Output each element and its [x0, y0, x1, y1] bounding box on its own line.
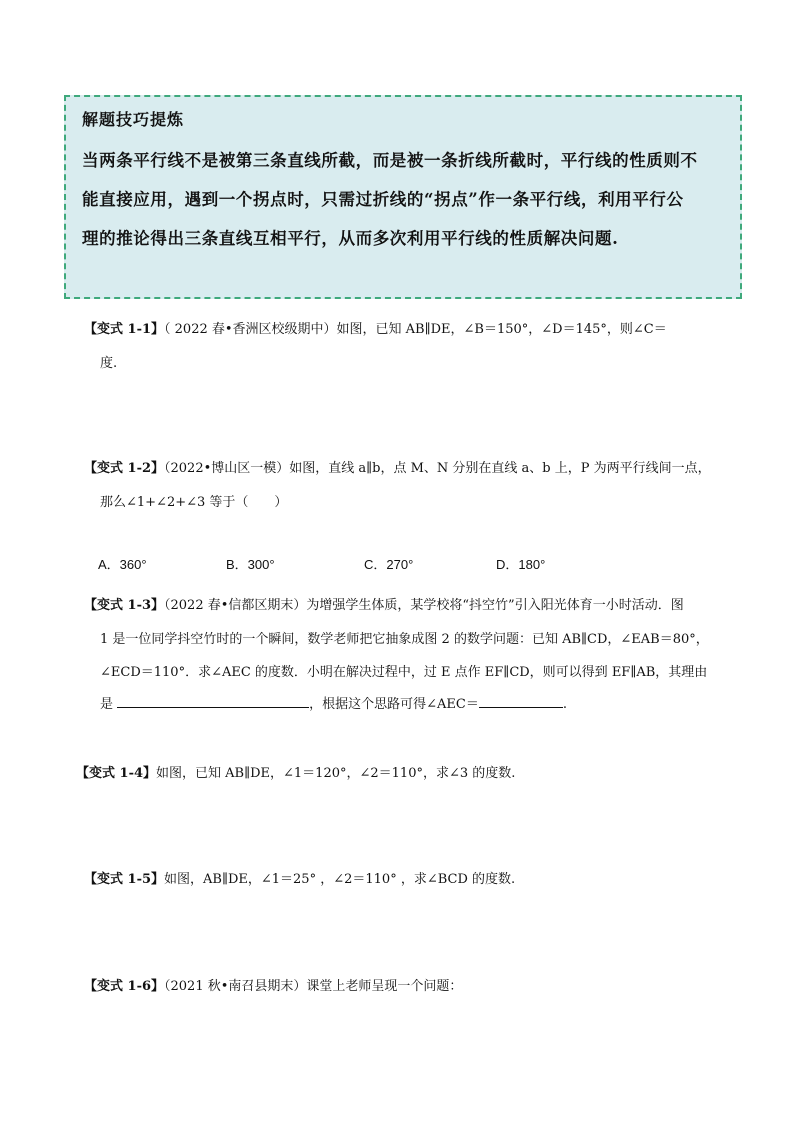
- question-1-2-line-1: [84, 457, 711, 476]
- question-tag: 【变式 1-1】: [84, 322, 165, 337]
- answer-blank-angle[interactable]: [479, 695, 563, 708]
- question-1-5: [84, 868, 515, 887]
- question-text: （2022•博山区一模）如图，直线 a∥b，点 M、N 分别在直线 a、b 上，P 为两平行线间一点，: [164, 461, 711, 476]
- option-a: A．360°: [98, 557, 147, 572]
- question-1-1-line-2: 度.: [100, 356, 118, 371]
- question-1-3-line-2: 1 是一位同学抖空竹时的一个瞬间，数学老师把它抽象成图 2 的数学问题：已知 AB∥CD，∠EAB＝80°，: [100, 632, 709, 647]
- question-tag: 【变式 1-6】: [84, 979, 165, 994]
- question-1-3-line-4: [100, 693, 567, 712]
- tips-box: [64, 95, 742, 299]
- option-c: C．270°: [364, 557, 414, 572]
- tips-title: 解题技巧提炼: [82, 110, 185, 129]
- question-1-4: [76, 762, 515, 781]
- question-text: ，根据这个思路可得∠AEC＝: [309, 697, 479, 712]
- tips-line-3: 理的推论得出三条直线互相平行，从而多次利用平行线的性质解决问题.: [82, 229, 619, 248]
- question-text: 是: [100, 697, 114, 712]
- question-text: （2022 春•信都区期末）为增强学生体质，某学校将“抖空竹”引入阳光体育一小时活动．图: [164, 598, 684, 613]
- question-text: 如图，已知 AB∥DE，∠1＝120°，∠2＝110°，求∠3 的度数.: [156, 766, 516, 781]
- option-b: B．300°: [226, 557, 275, 572]
- answer-blank-reason[interactable]: [117, 695, 309, 708]
- question-tag: 【变式 1-5】: [84, 872, 165, 887]
- question-text: 如图，AB∥DE，∠1＝25° ，∠2＝110° ，求∠BCD 的度数.: [164, 872, 516, 887]
- question-1-3-line-1: [84, 594, 684, 613]
- tips-line-2: 能直接应用，遇到一个拐点时，只需过折线的“拐点”作一条平行线，利用平行公: [82, 190, 684, 209]
- question-tag: 【变式 1-3】: [84, 598, 165, 613]
- question-1-2-line-2: 那么∠1+∠2+∠3 等于（ ）: [100, 495, 288, 510]
- question-tag: 【变式 1-2】: [84, 461, 165, 476]
- question-text: （ 2022 春•香洲区校级期中）如图，已知 AB∥DE，∠B＝150°，∠D＝145°，则∠C＝: [164, 322, 667, 337]
- question-1-1-line-1: [84, 318, 667, 337]
- question-text: （2021 秋•南召县期末）课堂上老师呈现一个问题：: [164, 979, 463, 994]
- option-d: D．180°: [496, 557, 546, 572]
- question-text: .: [562, 697, 568, 712]
- question-1-3-line-3: ∠ECD＝110°．求∠AEC 的度数．小明在解决过程中，过 E 点作 EF∥CD，则可以得到 EF∥AB，其理由: [100, 665, 708, 680]
- tips-line-1: 当两条平行线不是被第三条直线所截，而是被一条折线所截时，平行线的性质则不: [82, 151, 698, 170]
- question-tag: 【变式 1-4】: [76, 766, 157, 781]
- question-1-6: [84, 975, 462, 994]
